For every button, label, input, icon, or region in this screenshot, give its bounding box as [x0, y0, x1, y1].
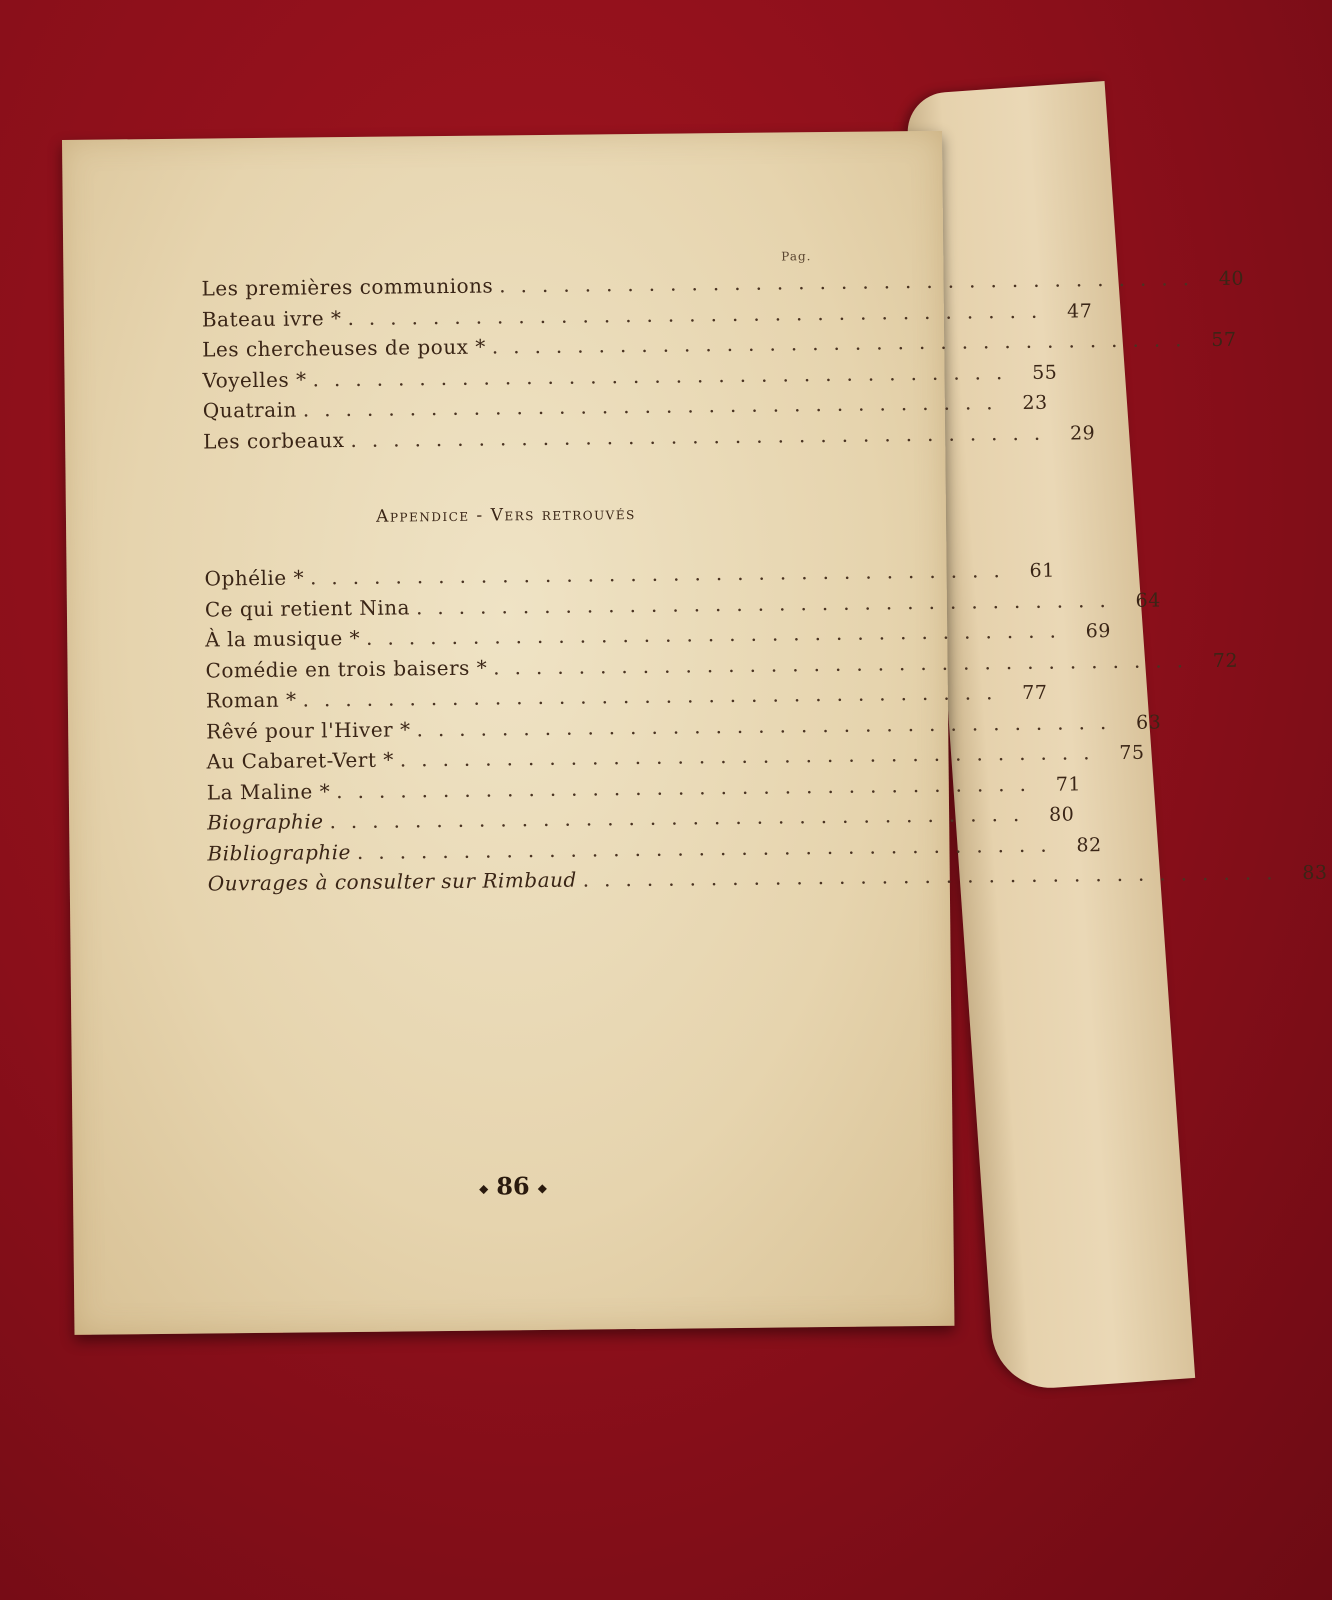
toc-entry-page: 69 — [1085, 620, 1111, 643]
section-heading: Appendice - Vers retrouvés — [376, 504, 636, 527]
toc-entry-page: 72 — [1212, 649, 1239, 672]
toc-entry-title: Les corbeaux — [203, 427, 345, 454]
toc-entry-page: 77 — [1022, 681, 1048, 704]
dot-leader: ................................. — [356, 832, 1062, 864]
diamond-ornament-icon: ◆ — [537, 1180, 548, 1195]
toc-entry-title: Rêvé pour l'Hiver * — [206, 716, 411, 744]
toc-entry-page: 64 — [1135, 589, 1161, 612]
dot-leader: ................................. — [491, 327, 1197, 359]
toc-entry-page: 29 — [1069, 421, 1096, 444]
toc-entry-page: 47 — [1066, 299, 1093, 322]
toc-entry-page: 23 — [1022, 391, 1048, 414]
dot-leader: ................................. — [399, 740, 1105, 772]
toc-appendix-list — [204, 557, 1328, 899]
toc-entry-title: Bateau ivre * — [201, 305, 342, 332]
dot-leader: ................................. — [499, 266, 1205, 298]
toc-entry-page: 55 — [1032, 361, 1058, 384]
toc-entry-title: À la musique * — [205, 625, 361, 652]
toc-entry-title: Les chercheuses de poux * — [202, 334, 486, 362]
dot-leader: ................................. — [329, 801, 1035, 834]
toc-entry-page: 63 — [1135, 711, 1162, 734]
toc-entry-title: Au Cabaret-Vert * — [206, 747, 394, 774]
toc-entry-page: 80 — [1048, 803, 1075, 826]
diamond-ornament-icon: ◆ — [478, 1181, 489, 1196]
dot-leader: ................................. — [347, 298, 1053, 330]
dot-leader: ................................. — [365, 618, 1071, 650]
toc-entry-title: Ce qui retient Nina — [204, 594, 411, 622]
toc-entry-page: 61 — [1029, 559, 1055, 582]
toc-entry-title: Quatrain — [202, 397, 297, 423]
toc-entry-title: Ophélie * — [204, 565, 305, 591]
dot-leader: ................................. — [312, 359, 1018, 391]
toc-entry-title: Voyelles * — [202, 366, 307, 393]
page-column-label: Pag. — [781, 249, 812, 264]
dot-leader: ................................. — [302, 390, 1008, 422]
page-number — [73, 1167, 953, 1205]
toc-entry — [203, 420, 1096, 457]
toc-main-list — [201, 266, 1245, 456]
toc-entry-title: Ouvrages à consulter sur Rimbaud — [207, 867, 577, 896]
dot-leader: ................................. — [309, 558, 1015, 590]
toc-entry-title: Les premières communions — [201, 273, 494, 301]
toc-entry — [207, 860, 1328, 899]
toc-entry-title: Roman * — [205, 687, 297, 713]
dot-leader: ................................. — [493, 647, 1199, 680]
dot-leader: ................................. — [350, 420, 1056, 452]
toc-entry-page: 71 — [1055, 772, 1082, 796]
dot-leader: ................................. — [416, 709, 1122, 741]
dot-leader: ................................. — [415, 587, 1121, 619]
dot-leader: ................................. — [302, 680, 1008, 712]
toc-entry-page: 83 — [1302, 861, 1328, 885]
toc-entry-page: 40 — [1218, 267, 1245, 290]
toc-entry-title: Biographie — [207, 809, 324, 835]
dot-leader: ................................. — [582, 860, 1288, 892]
dot-leader: ................................. — [336, 771, 1042, 803]
toc-entry-page: 75 — [1119, 741, 1145, 764]
toc-entry-page: 57 — [1211, 328, 1237, 351]
toc-entry-title: La Maline * — [206, 778, 331, 805]
toc-entry-title: Comédie en trois baisers * — [205, 655, 488, 683]
page-number-value: 86 — [496, 1171, 530, 1201]
toc-entry-page: 82 — [1076, 833, 1102, 856]
toc-entry-title: Bibliographie — [207, 839, 352, 866]
book-page — [62, 131, 1328, 1335]
